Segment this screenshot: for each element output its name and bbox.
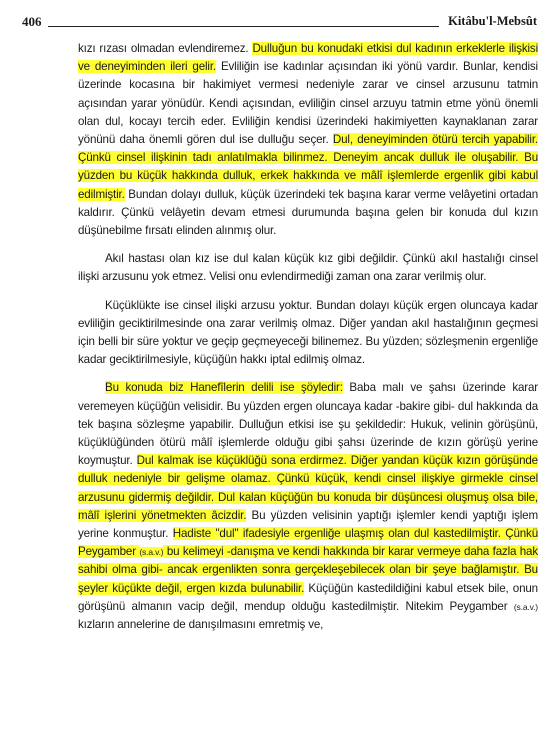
paragraph-3	[78, 297, 538, 370]
page-number: 406	[22, 14, 42, 29]
paragraph-2	[78, 250, 538, 286]
highlighted-text: Dulluğun bu konudaki etkisi dul kadının erkeklerle ilişkisi ve deneyiminden ileri gelir.	[78, 42, 538, 74]
text-segment: Küçüğün kastedildiğini kabul etsek bile, onun görüşünü almanın vacip değil, mendup olduğu kastedilmiştir. Nitekim Peygamber	[78, 581, 538, 613]
text-segment: kızı rızası olmadan evlendiremez.	[78, 42, 253, 55]
text-segment: Küçüklükte ise cinsel ilişki arzusu yoktur. Bundan dolayı küçük ergen oluncaya kadar evliliğin geciktirilmesinde ona zarar verilmiş olmaz. Diğer yandan akıl hastalığının geçmesi için belli bir süre yoktur ve geçip geçmeyeceği bilinemez. Bu yüzden; sözleşmenin ergenliğe kadar geciktirilmesiyle, küçüğün hakkı iptal edilmiş olmaz.	[78, 298, 538, 367]
text-segment: Baba malı ve şahsı üzerinde karar veremeyen küçüğün velisidir. Bu yüzden ergen oluncaya kadar -bakire gibi- dul hakkında da tek başına sözleşme yapabilir. Dulluğun etkisi ise şu şekildedir: Hukuk, velinin görüşünü, küçüklüğünden ötürü mâlî işlemlerde olduğu gibi şahsı üzerinde de kızın görüşü yerine koymuştur.	[78, 381, 538, 468]
header-rule	[48, 26, 439, 27]
highlighted-text: Dul, deneyiminden ötürü tercih yapabilir. Çünkü cinsel ilişkinin tadı anlatılmakla bilinmez. Deneyim ancak dulluk ile oluşabilir. Bu yüzden bu küçük hakkında dulluk, erkek hakkında ve mâlî işlemlerde ergenlik gibi kabul edilmiştir.	[78, 133, 538, 201]
highlighted-text: Bu konuda biz Hanefîlerin delili ise şöyledir:	[105, 381, 343, 395]
text-segment: kızların annelerine de danışılmasını emretmiş ve,	[78, 618, 324, 632]
highlighted-text: Dul kalmak ise küçüklüğü sona erdirmez. Diğer yandan küçük kızın görüşünde dulluk nedeniyle bir gelişme olamaz. Çünkü küçük, kendi cinsel ilişkiye girmekle cinsel arzusunu gidermiş değildir. Dul kalan küçüğün bu konuda bir düşüncesi oluşmuş olsa bile, mâlî işlerini yönetmekten âcizdir.	[78, 454, 538, 522]
text-segment: Bundan dolayı dulluk, küçük üzerindeki tek başına karar verme velâyetini ortadan kaldırır. Çünkü velâyetin devam etmesi durumunda başına gelen bir konuda dul kızın düşünebilme fırsatı elinden alınmış olur.	[78, 187, 538, 238]
paragraph-1	[78, 40, 538, 240]
highlighted-text: Hadiste "dul" ifadesiyle ergenliğe ulaşmış olan dul kastedilmiştir. Çünkü Peygamber	[78, 527, 538, 559]
paragraph-4	[78, 379, 538, 634]
running-title: Kitâbu'l-Mebsût	[448, 14, 537, 28]
highlighted-text: bu kelimeyi -danışma ve kendi hakkında bir karar vermeye daha fazla hak sahibi olma gibi- ancak ergenlikten sonra gerçekleşebilecek olan bir şeye bağlamıştır. Bu şeyler küçükte değil, ergen kızda bulunabilir.	[78, 545, 538, 595]
text-segment: Evliliğin ise kadınlar açısından iki yönü vardır. Bunlar, kendisi üzerinde kocasına bir hakimiyet vermesi nedeniyle zarar ve cinsel arzusunu tatmin açısından yarar yönüdür. Kendi açısından, evliliğin cinsel arzuyu tatmin etme yönü önemli olan dul, kocayı tercih eder. Evliliğin kendisi üzerindeki hakimiyetten kaynaklanan zarar yönünü daha önemli gören dul ise dulluğu seçer.	[78, 60, 538, 147]
honorific-abbreviation: (s.a.v.)	[139, 547, 164, 558]
honorific-abbreviation: (s.a.v.)	[513, 601, 538, 612]
body-text	[78, 40, 538, 644]
text-segment: Akıl hastası olan kız ise dul kalan küçük kız gibi değildir. Çünkü akıl hastalığı cinsel ilişki arzusunu yok etmez. Velisi onu evlendirmediği zaman ona zarar verilmiş olur.	[78, 252, 538, 284]
text-segment: Bu yüzden velisinin yaptığı işlemler kendi yaptığı işlem yerine konmuştur.	[78, 508, 538, 541]
page-header	[22, 14, 537, 32]
